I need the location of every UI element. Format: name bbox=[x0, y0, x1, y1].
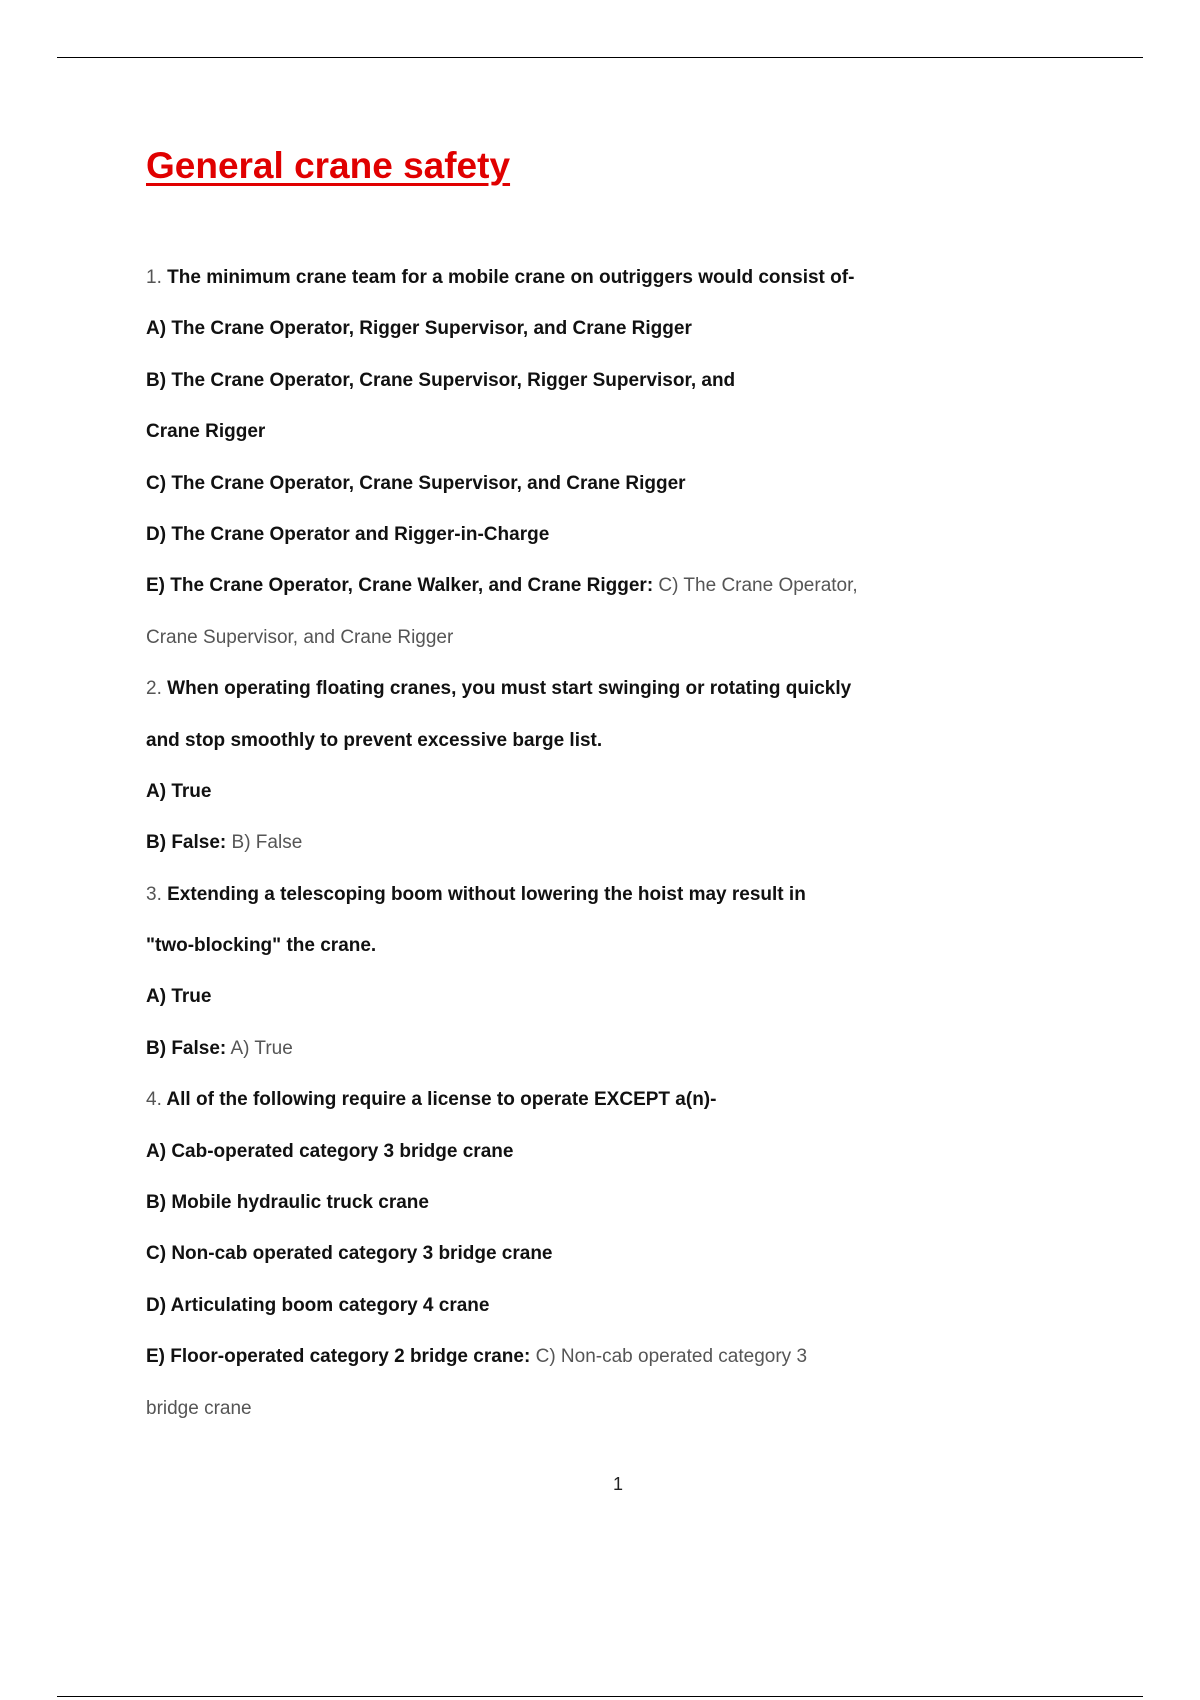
text-line bbox=[146, 1244, 906, 1295]
answer-option: D) Articulating boom category 4 crane bbox=[146, 1294, 490, 1316]
answer-option: B) False: bbox=[146, 1037, 227, 1059]
question-number: 4. bbox=[146, 1089, 162, 1111]
text-line bbox=[146, 525, 906, 576]
answer-option: C) Non-cab operated category 3 bridge crane bbox=[146, 1243, 553, 1265]
answer-option: B) Mobile hydraulic truck crane bbox=[146, 1192, 429, 1214]
text-line bbox=[146, 1142, 906, 1193]
answer-option: B) The Crane Operator, Crane Supervisor, Rigger Supervisor, and bbox=[146, 369, 736, 391]
question-text-continued: "two-blocking" the crane. bbox=[146, 935, 377, 957]
text-line bbox=[146, 628, 906, 679]
text-line bbox=[146, 1090, 906, 1141]
top-rule bbox=[57, 57, 1143, 58]
question-text: When operating floating cranes, you must start swinging or rotating quickly bbox=[161, 678, 852, 700]
answer-option: A) True bbox=[146, 986, 212, 1008]
correct-answer: C) Non-cab operated category 3 bbox=[530, 1346, 808, 1368]
answer-option: B) False: bbox=[146, 832, 227, 854]
answer-option: E) The Crane Operator, Crane Walker, and Crane Rigger: bbox=[146, 575, 654, 597]
answer-option: A) The Crane Operator, Rigger Supervisor, and Crane Rigger bbox=[146, 318, 692, 340]
answer-option: A) True bbox=[146, 780, 212, 802]
text-line bbox=[146, 319, 906, 370]
text-line bbox=[146, 782, 906, 833]
answer-option: A) Cab-operated category 3 bridge crane bbox=[146, 1140, 514, 1162]
correct-answer-continued: bridge crane bbox=[146, 1397, 252, 1419]
text-line bbox=[146, 885, 906, 936]
text-line bbox=[146, 936, 906, 987]
answer-option: E) Floor-operated category 2 bridge crane: bbox=[146, 1346, 531, 1368]
text-line bbox=[146, 1399, 906, 1450]
text-line bbox=[146, 371, 906, 422]
text-line bbox=[146, 679, 906, 730]
text-line bbox=[146, 422, 906, 473]
correct-answer: A) True bbox=[226, 1037, 293, 1059]
text-line bbox=[146, 1039, 906, 1090]
text-line bbox=[146, 833, 906, 884]
text-line bbox=[146, 576, 906, 627]
answer-option: C) The Crane Operator, Crane Supervisor, and Crane Rigger bbox=[146, 472, 686, 494]
correct-answer-continued: Crane Supervisor, and Crane Rigger bbox=[146, 626, 454, 648]
answer-option: D) The Crane Operator and Rigger-in-Charge bbox=[146, 523, 550, 545]
text-line bbox=[146, 1347, 906, 1398]
question-text: Extending a telescoping boom without lowering the hoist may result in bbox=[161, 883, 806, 905]
question-number: 2. bbox=[146, 678, 162, 700]
answer-option-continued: Crane Rigger bbox=[146, 421, 266, 443]
question-text: All of the following require a license to operate EXCEPT a(n)- bbox=[161, 1089, 717, 1111]
text-line bbox=[146, 731, 906, 782]
text-line bbox=[146, 1193, 906, 1244]
question-list bbox=[146, 268, 906, 1450]
correct-answer: C) The Crane Operator, bbox=[653, 575, 858, 597]
text-line bbox=[146, 1296, 906, 1347]
document-title: General crane safety bbox=[146, 145, 511, 186]
correct-answer: B) False bbox=[226, 832, 303, 854]
question-number: 3. bbox=[146, 883, 162, 905]
question-number: 1. bbox=[146, 267, 162, 288]
page-number: 1 bbox=[612, 1474, 623, 1494]
text-line bbox=[146, 987, 906, 1038]
question-text: The minimum crane team for a mobile crane on outriggers would consist of- bbox=[161, 267, 855, 288]
text-line bbox=[146, 474, 906, 525]
text-line bbox=[146, 268, 906, 319]
bottom-rule bbox=[57, 1696, 1143, 1697]
question-text-continued: and stop smoothly to prevent excessive barge list. bbox=[146, 729, 603, 751]
